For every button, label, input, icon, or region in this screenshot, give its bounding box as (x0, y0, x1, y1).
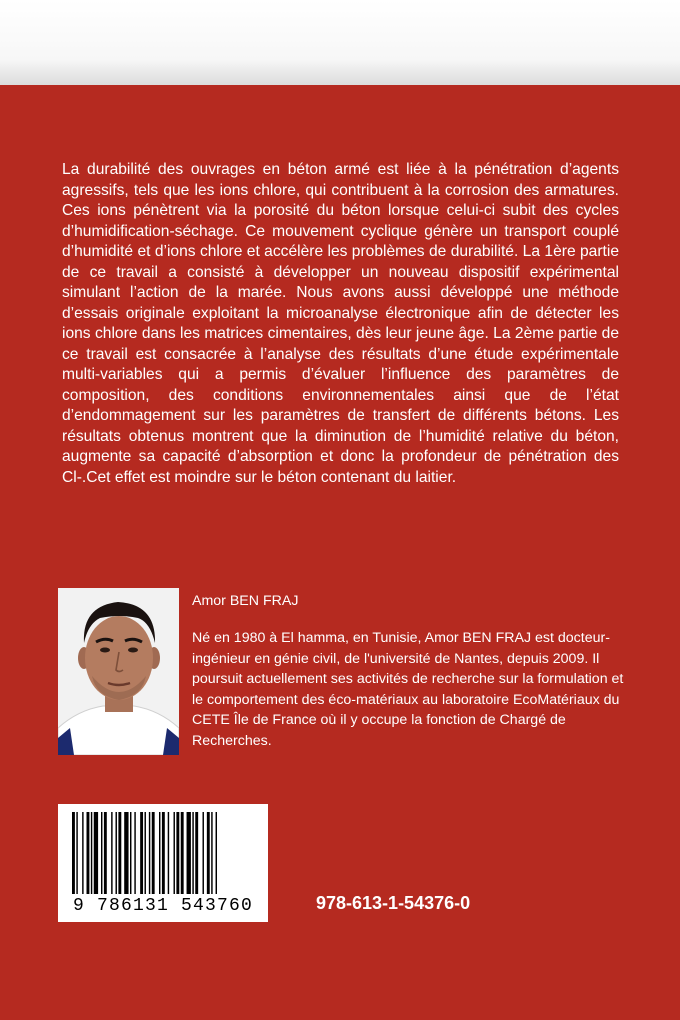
barcode-digits: 9 786131 543760 (72, 896, 254, 916)
isbn-barcode (58, 804, 268, 922)
author-portrait-image (58, 588, 179, 755)
isbn-number: 978-613-1-54376-0 (316, 893, 471, 913)
author-photo (58, 588, 179, 755)
author-name: Amor BEN FRAJ (192, 593, 299, 609)
top-white-strip (0, 0, 680, 85)
abstract-text: La durabilité des ouvrages en béton armé est liée à la pénétration d’agents agressifs, tels que les ions chlore, qui contribuent à la corrosion des armatures. Ces ions pénètrent via la porosité du béton lorsque celui-ci subit des cycles d’humidification-séchage. Ce mouvement cyclique génère un transport couplé d’humidité et d’ions chlore et accélère les problèmes de durabilité. La 1ère partie de ce travail a consisté à développer un nouveau dispositif expérimental simulant l’action de la marée. Nous avons aussi développé une méthode d’essais originale exploitant la microanalyse électronique afin de détecter les ions chlore dans les matrices cimentaires, dès leur jeune âge. La 2ème partie de ce travail est consacrée à l’analyse des résultats d’une étude expérimentale multi-variables qui a permis d’évaluer l’influence des paramètres de composition, des conditions environnementales ainsi que de l’état d’endommagement sur les paramètres de transfert de différents bétons. Les résultats obtenus montrent que la diminution de l’humidité relative du béton, augmente sa capacité d’absorption et donc la profondeur de pénétration des Cl-.Cet effet est moindre sur le béton contenant du laitier. (62, 161, 619, 486)
author-bio: Né en 1980 à El hamma, en Tunisie, Amor BEN FRAJ est docteur-ingénieur en génie civil, de l'université de Nantes, depuis 2009. Il poursuit actuellement ses activités de recherche sur la formulation et le comportement des éco-matériaux au laboratoire EcoMatériaux du CETE Île de France où il y occupe la fonction de Chargé de Recherches. (192, 630, 624, 749)
